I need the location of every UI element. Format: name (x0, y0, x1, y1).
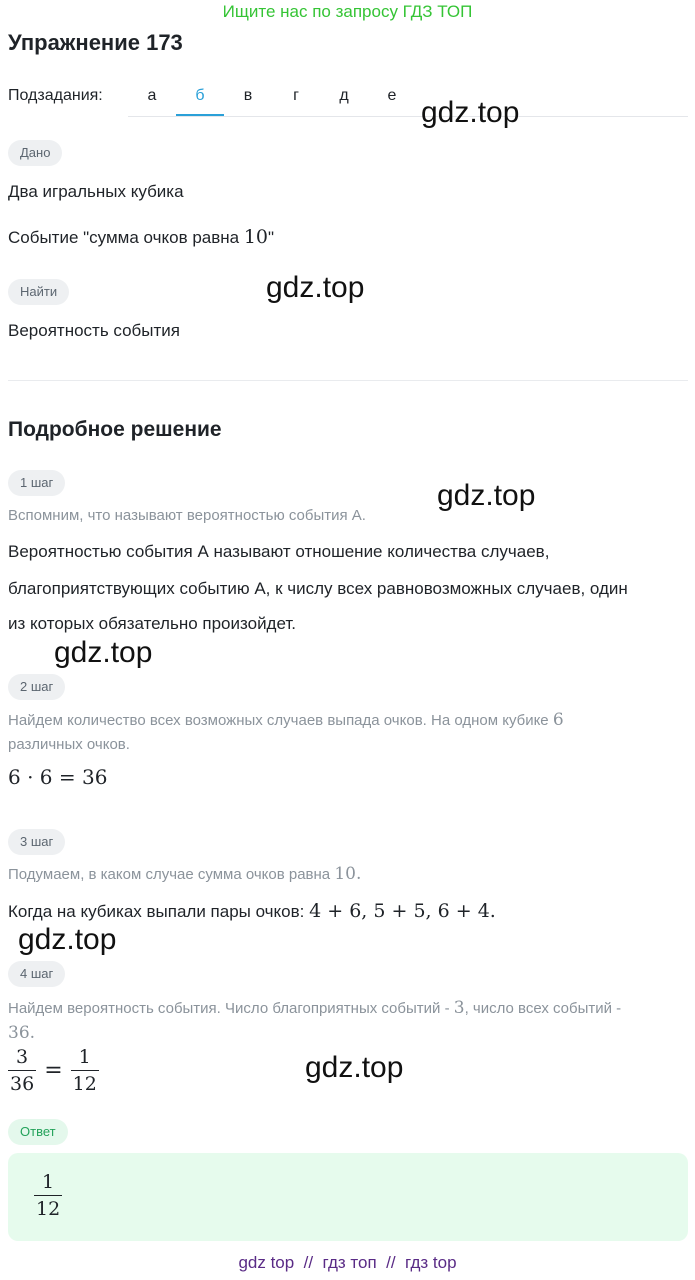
fraction-denominator: 12 (36, 1198, 61, 1220)
step-3-text: Когда на кубиках выпали пары очков: (8, 902, 305, 921)
step-3-hint-text: Подумаем, в каком случае сумма очков равна (8, 866, 331, 883)
tab-b[interactable]: б (176, 80, 224, 116)
given-line-2-end: " (268, 228, 275, 247)
step-4-hint-number-2: 36. (8, 1023, 36, 1043)
step-2-hint-line-2: различных очков. (8, 736, 130, 753)
answer-badge-label: Ответ (8, 1119, 68, 1145)
watermark: gdz.top (18, 923, 117, 956)
given-badge (8, 140, 62, 166)
given-line-1: Два игральных кубика (8, 182, 184, 201)
watermark: gdz.top (437, 479, 536, 512)
tab-e[interactable]: е (387, 87, 397, 104)
step-4-hint-number: 3 (453, 998, 465, 1018)
step-2-badge (8, 674, 65, 700)
answer-badge (8, 1119, 68, 1145)
subtask-tabs (128, 80, 688, 117)
step-3-badge-label: 3 шаг (8, 829, 65, 855)
find-badge-label: Найти (8, 279, 69, 305)
step-1-badge-label: 1 шаг (8, 470, 65, 496)
step-2-hint (8, 708, 688, 757)
promo-banner[interactable]: Ищите нас по запросу ГДЗ ТОП (222, 2, 473, 21)
step-2-hint-number: 6 (552, 710, 564, 730)
solution-heading: Подробное решение (8, 418, 222, 441)
divider (8, 380, 688, 381)
answer-fraction (34, 1171, 62, 1220)
step-4-hint-a: Найдем вероятность события. Число благоприятных событий - (8, 1000, 450, 1017)
watermark: gdz.top (421, 96, 520, 129)
step-2-hint-line-1: Найдем количество всех возможных случаев выпада очков. На одном кубике (8, 712, 549, 729)
fraction-numerator: 3 (16, 1046, 29, 1068)
answer-box (8, 1153, 688, 1241)
tab-a[interactable]: а (147, 87, 157, 104)
step-3-hint (8, 862, 361, 887)
step-3-badge (8, 829, 65, 855)
step-1-line-3: из которых обязательно произойдет. (8, 614, 296, 633)
fraction-1-12 (71, 1046, 99, 1095)
fraction-bar (34, 1195, 62, 1196)
step-4-formula (8, 1046, 99, 1095)
step-2-formula: 6 · 6 = 36 (8, 765, 108, 789)
fraction-numerator: 1 (42, 1171, 55, 1193)
page-title: Упражнение 173 (8, 30, 183, 55)
tab-d[interactable]: д (339, 87, 349, 104)
given-line-2-number: 10 (243, 226, 269, 248)
subtasks-label: Подзадания: (8, 87, 103, 104)
find-text: Вероятность события (8, 321, 180, 340)
watermark: gdz.top (305, 1051, 404, 1084)
step-3-hint-number: 10. (334, 864, 362, 884)
fraction-numerator: 1 (78, 1046, 91, 1068)
watermark: gdz.top (266, 271, 365, 304)
fraction-bar (71, 1070, 99, 1071)
watermark: gdz.top (54, 636, 153, 669)
step-1-line-2: благоприятствующих событию А, к числу всех равновозможных случаев, один (8, 579, 628, 598)
tab-v[interactable]: в (243, 87, 253, 104)
fraction-denominator: 36 (10, 1073, 35, 1095)
step-4-badge-label: 4 шаг (8, 961, 65, 987)
equals-sign: = (44, 1058, 63, 1083)
step-3-pairs: 4 + 6, 5 + 5, 6 + 4. (309, 900, 496, 922)
fraction-3-36 (8, 1046, 36, 1095)
step-1-badge (8, 470, 65, 496)
answer-fraction-1-12 (34, 1171, 62, 1220)
step-4-hint (8, 996, 688, 1046)
footer-links[interactable]: gdz top // гдз топ // гдз top (238, 1253, 457, 1272)
step-1-line-1: Вероятностью события А называют отношение количества случаев, (8, 542, 550, 561)
given-badge-label: Дано (8, 140, 62, 166)
find-badge (8, 279, 69, 305)
given-line-2 (8, 226, 274, 248)
step-4-hint-b: , число всех событий - (464, 1000, 622, 1017)
step-4-badge (8, 961, 65, 987)
fraction-bar (8, 1070, 36, 1071)
tab-g[interactable]: г (293, 87, 299, 104)
given-line-2-text: Событие "сумма очков равна (8, 228, 244, 247)
step-2-badge-label: 2 шаг (8, 674, 65, 700)
step-3-line (8, 900, 496, 922)
step-1-hint: Вспомним, что называют вероятностью события А. (8, 507, 366, 524)
fraction-denominator: 12 (72, 1073, 97, 1095)
